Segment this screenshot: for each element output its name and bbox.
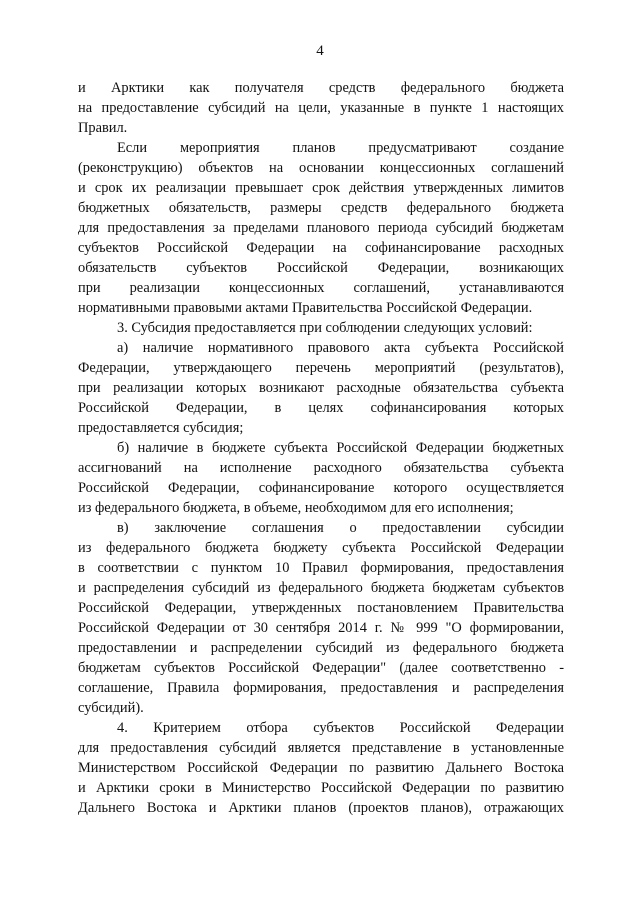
text-line: на предоставление субсидий на цели, указанные в пункте 1 настоящих: [78, 100, 564, 116]
text-line: 3. Субсидия предоставляется при соблюдении следующих условий:: [117, 320, 533, 336]
text-line: Дальнего Востока и Арктики планов (проектов планов), отражающих: [78, 800, 564, 816]
text-line: Если мероприятия планов предусматривают создание: [117, 140, 564, 156]
text-line: из федерального бюджета бюджету субъекта Российской Федерации: [78, 540, 564, 556]
text-line: соглашение, Правила формирования, предоставления и распределения: [78, 680, 564, 696]
text-line: и Арктики сроки в Министерство Российской Федерации по развитию: [78, 780, 564, 796]
text-line: для предоставления за пределами планового периода субсидий бюджетам: [78, 220, 564, 236]
text-line: Правил.: [78, 120, 128, 136]
text-line: Российской Федерации, софинансирование которого осуществляется: [78, 480, 564, 496]
text-line: предоставлении и распределении субсидий из федерального бюджета: [78, 640, 564, 656]
text-line: субсидий).: [78, 700, 144, 716]
text-line: ассигнований на исполнение расходного обязательства субъекта: [78, 460, 564, 476]
text-line: бюджетных обязательств, размеры средств федерального бюджета: [78, 200, 564, 216]
text-line: (реконструкцию) объектов на основании концессионных соглашений: [78, 160, 564, 176]
text-line: нормативными правовыми актами Правительства Российской Федерации.: [78, 300, 533, 316]
text-line: Министерством Российской Федерации по развитию Дальнего Востока: [78, 760, 564, 776]
text-line: а) наличие нормативного правового акта субъекта Российской: [117, 340, 564, 356]
text-line: Российской Федерации, в целях софинансирования которых: [78, 400, 564, 416]
page-number: 4: [316, 43, 324, 59]
text-line: для предоставления субсидий является представление в установленные: [78, 740, 564, 756]
text-line: Российской Федерации от 30 сентября 2014 г. № 999 "О формировании,: [78, 620, 564, 636]
text-line: бюджетам субъектов Российской Федерации" (далее соответственно -: [78, 660, 564, 676]
text-line: из федерального бюджета, в объеме, необходимом для его исполнения;: [78, 500, 514, 516]
text-line: субъектов Российской Федерации на софинансирование расходных: [78, 240, 564, 256]
text-line: и срок их реализации превышает срок действия утвержденных лимитов: [78, 180, 564, 196]
text-line: при реализации концессионных соглашений, устанавливаются: [78, 280, 564, 296]
text-line: Российской Федерации, утвержденных постановлением Правительства: [78, 600, 564, 616]
text-line: и Арктики как получателя средств федерального бюджета: [78, 80, 564, 96]
text-line: 4. Критерием отбора субъектов Российской Федерации: [117, 720, 564, 736]
text-line: Федерации, утверждающего перечень мероприятий (результатов),: [78, 360, 564, 376]
text-line: в) заключение соглашения о предоставлении субсидии: [117, 520, 564, 536]
text-line: при реализации которых возникают расходные обязательства субъекта: [78, 380, 564, 396]
text-line: в соответствии с пунктом 10 Правил формирования, предоставления: [78, 560, 564, 576]
text-line: предоставляется субсидия;: [78, 420, 244, 436]
text-line: и распределения субсидий из федерального бюджета бюджетам субъектов: [78, 580, 564, 596]
text-line: б) наличие в бюджете субъекта Российской Федерации бюджетных: [117, 440, 564, 456]
text-line: обязательств субъектов Российской Федерации, возникающих: [78, 260, 564, 276]
